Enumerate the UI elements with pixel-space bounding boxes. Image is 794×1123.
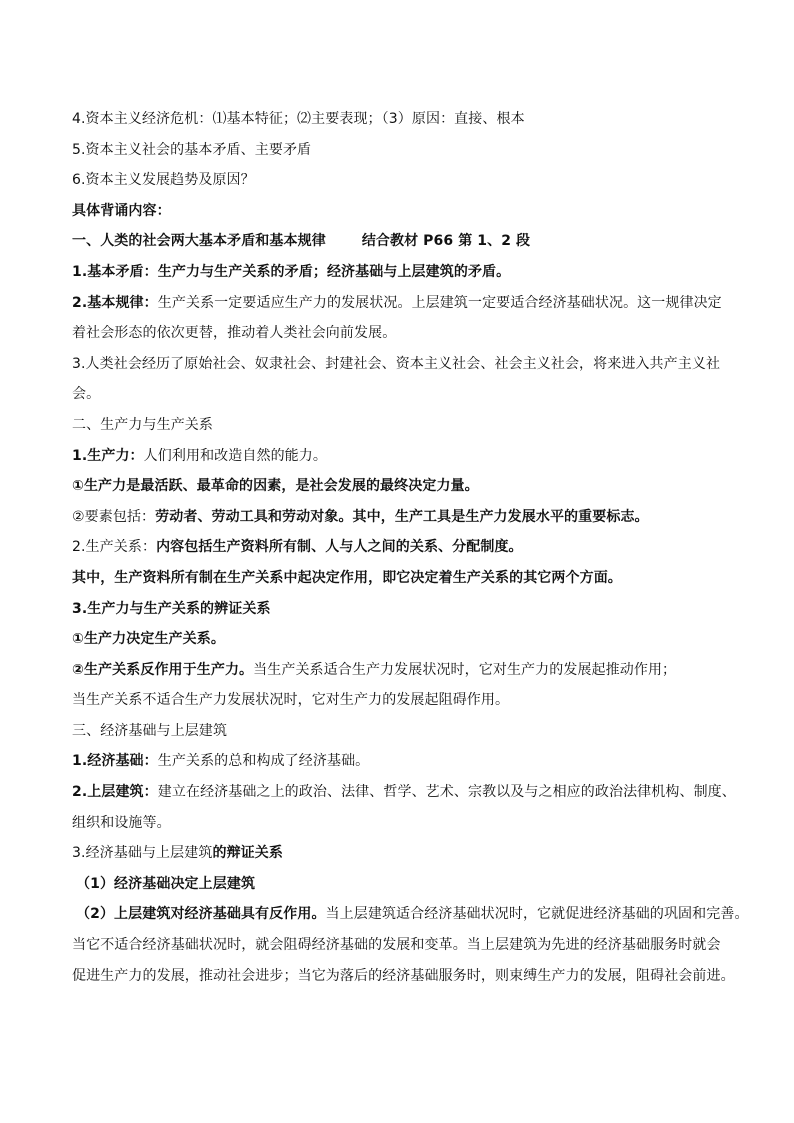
- text-bold: 的辩证关系: [212, 845, 283, 862]
- label: 2.生产关系：: [72, 539, 157, 556]
- outline-item-4: [72, 104, 734, 135]
- label: 1.经济基础：: [72, 753, 158, 770]
- text: 生产关系的总和构成了经济基础。: [157, 753, 370, 770]
- text: 人们利用和改造自然的能力。: [143, 447, 327, 464]
- text: 当生产关系适合生产力发展状况时，它对生产力的发展起推动作用；: [253, 661, 677, 678]
- text: 具体背诵内容：: [72, 202, 171, 219]
- text: 当生产关系不适合生产力发展状况时，它对生产力的发展起阻碍作用。: [72, 692, 510, 709]
- paragraph-relations: [72, 532, 734, 563]
- paragraph-basic-law: [72, 288, 734, 319]
- heading-text: 三、经济基础与上层建筑: [72, 722, 228, 739]
- label: 2.上层建筑：: [72, 784, 158, 801]
- label: （2）: [76, 906, 115, 923]
- text: 6.资本主义发展趋势及原因？: [72, 172, 255, 189]
- paragraph-dialectic-1: [72, 624, 734, 655]
- text: 3.生产力与生产关系的辨证关系: [72, 600, 271, 617]
- textbook-reference: 结合教材 P66 第 1、2 段: [361, 233, 531, 250]
- paragraph-basic-law-cont: [72, 318, 734, 349]
- number: 3.: [72, 845, 86, 862]
- text: 当它不适合经济基础状况时，就会阻碍经济基础的发展和变革。当上层建筑为先进的经济基础服务时就会: [72, 937, 721, 954]
- text: ①生产力决定生产关系。: [72, 631, 225, 648]
- text: 会。: [72, 386, 101, 403]
- paragraph-dialectic-2: [72, 655, 734, 686]
- paragraph-reaction-cont-2: [72, 961, 734, 992]
- text: 着社会形态的依次更替，推动着人类社会向前发展。: [72, 325, 397, 342]
- paragraph-superstructure-cont: [72, 808, 734, 839]
- label: 2.基本规律：: [72, 294, 158, 311]
- paragraph-dialectic-2-cont: [72, 685, 734, 716]
- text: 当上层建筑适合经济基础状况时，它就促进经济基础的巩固和完善。: [325, 906, 749, 923]
- subheading-dialectic: [72, 594, 734, 625]
- text-bold: 上层建筑对经济基础具有反作用。: [114, 906, 326, 923]
- text: ①生产力是最活跃、最革命的因素，是社会发展的最终决定力量。: [72, 478, 479, 495]
- paragraph-relations-ownership: [72, 563, 734, 594]
- text: 其中，生产资料所有制在生产关系中起决定作用，即它决定着生产关系的其它两个方面。: [72, 569, 622, 586]
- text: 3.人类社会经历了原始社会、奴隶社会、封建社会、资本主义社会、社会主义社会，将来进入共产主义社: [72, 355, 721, 372]
- text: 建立在经济基础之上的政治、法律、哲学、艺术、宗教以及与之相应的政治法律机构、制度、: [157, 784, 736, 801]
- outline-item-6: [72, 165, 734, 196]
- text: 组织和设施等。: [72, 814, 171, 831]
- heading-1: [72, 226, 734, 257]
- paragraph-productivity-1: [72, 471, 734, 502]
- outline-item-5: [72, 135, 734, 166]
- text: （1）经济基础决定上层建筑: [76, 875, 256, 892]
- label: ②生产关系反作用于生产力。: [72, 661, 254, 678]
- paragraph-superstructure: [72, 777, 734, 808]
- heading-3: [72, 716, 734, 747]
- paragraph-productivity: [72, 441, 734, 472]
- paragraph-base-determines: [72, 869, 734, 900]
- paragraph-reaction-cont-1: [72, 930, 734, 961]
- heading-2: [72, 410, 734, 441]
- paragraph-reaction: [72, 899, 749, 930]
- paragraph-society-stages: [72, 349, 734, 380]
- paragraph-society-stages-cont: [72, 379, 734, 410]
- text: 5.资本主义社会的基本矛盾、主要矛盾: [72, 141, 312, 158]
- paragraph-productivity-2: [72, 502, 734, 533]
- text: 生产关系一定要适应生产力的发展状况。上层建筑一定要适合经济基础状况。这一规律决定: [157, 294, 722, 311]
- label: ②要素包括：: [72, 508, 156, 525]
- subheading-base-superstructure: [72, 838, 734, 869]
- paragraph-basic-contradiction: [72, 257, 734, 288]
- text: 经济基础与上层建筑: [85, 845, 213, 862]
- text: 促进生产力的发展，推动社会进步；当它为落后的经济基础服务时，则束缚生产力的发展，阻碍社会前进。: [72, 967, 735, 984]
- heading-text: 二、生产力与生产关系: [72, 416, 213, 433]
- text: 内容包括生产资料所有制、人与人之间的关系、分配制度。: [156, 539, 523, 556]
- paragraph-economic-base: [72, 746, 734, 777]
- label: 1.生产力：: [72, 447, 144, 464]
- heading-text: 一、人类的社会两大基本矛盾和基本规律: [72, 233, 326, 250]
- text: 4.资本主义经济危机：⑴基本特征；⑵主要表现；（3）原因：直接、根本: [72, 111, 525, 127]
- section-label: [72, 196, 734, 227]
- text: 劳动者、劳动工具和劳动对象。其中，生产工具是生产力发展水平的重要标志。: [155, 508, 649, 525]
- text: 1.基本矛盾：生产力与生产关系的矛盾；经济基础与上层建筑的矛盾。: [72, 263, 511, 280]
